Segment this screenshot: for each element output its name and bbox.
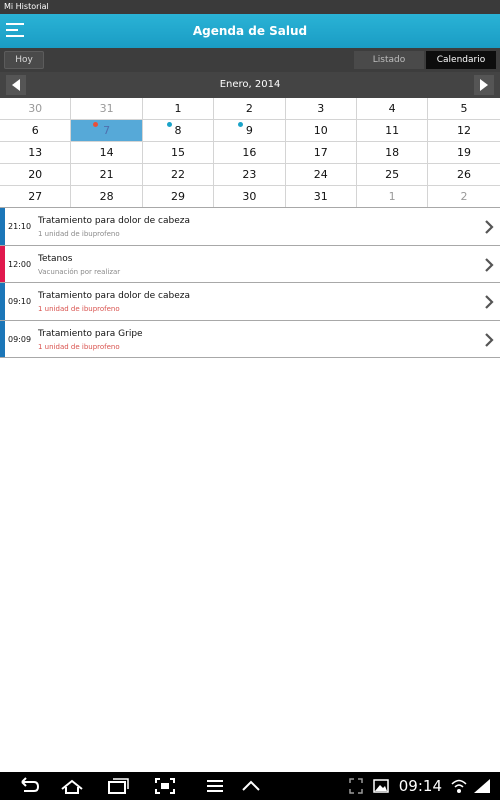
expand-icon[interactable] [348,777,364,795]
event-color-bar [0,321,5,358]
toolbar [0,48,500,72]
tab-calendario[interactable]: Calendario [426,51,496,69]
calendar-day[interactable]: 25 [357,164,428,185]
signal-icon [472,777,492,795]
app-name: Mi Historial [4,2,49,11]
event-title: Tratamiento para dolor de cabeza [38,291,190,301]
event-time: 09:10 [8,297,32,306]
calendar-day[interactable]: 21 [71,164,142,185]
calendar-day[interactable]: 23 [214,164,285,185]
calendar-day[interactable]: 28 [71,186,142,207]
month-label: Enero, 2014 [219,79,281,90]
triangle-right-icon [474,75,494,95]
calendar-day[interactable]: 31 [286,186,357,207]
next-month-button[interactable] [474,75,494,95]
calendar-day[interactable]: 15 [143,142,214,163]
calendar-day[interactable]: 2 [460,190,468,203]
home-icon[interactable] [60,777,84,795]
calendar-day[interactable]: 29 [143,186,214,207]
app-bar [0,14,500,48]
calendar-week-row [0,98,500,120]
event-title: Tratamiento para dolor de cabeza [38,216,190,226]
event-title: Tetanos [38,253,73,264]
calendar-day[interactable]: 1 [143,98,214,119]
event-subtitle: 1 unidad de ibuprofeno [38,305,120,313]
calendar-day[interactable]: 5 [460,102,468,115]
chevron-right-icon [484,333,494,347]
event-time: 21:10 [8,222,32,231]
event-dot-icon [238,122,243,127]
today-button[interactable]: Hoy [4,51,44,69]
calendar-day[interactable]: 2 [214,98,285,119]
calendar-week-row [0,164,500,186]
event-list-item[interactable] [0,208,500,246]
event-color-bar [0,208,5,245]
event-list [0,208,500,358]
chevron-right-icon [484,295,494,309]
event-dot-icon [93,122,98,127]
calendar-day[interactable]: 17 [286,142,357,163]
calendar-day[interactable]: 1 [357,186,428,207]
screenshot-icon[interactable] [154,777,176,795]
event-subtitle: 1 unidad de ibuprofeno [38,230,120,238]
calendar-day-selected[interactable]: 7 [71,120,142,141]
event-dot-icon [167,122,172,127]
calendar-week-row [0,186,500,208]
event-time: 09:09 [8,334,32,344]
system-navigation-bar [0,772,500,800]
chevron-right-icon [484,220,494,234]
event-title: Tratamiento para Gripe [38,328,143,339]
calendar-day[interactable]: 20 [0,164,71,185]
calendar-day[interactable]: 11 [357,120,428,141]
event-list-item[interactable] [0,321,500,359]
tab-listado[interactable]: Listado [354,51,424,69]
calendar-day[interactable]: 12 [457,124,472,137]
calendar-day[interactable]: 10 [286,120,357,141]
calendar-day[interactable]: 13 [0,142,71,163]
calendar-day[interactable]: 16 [214,142,285,163]
calendar-week-row [0,120,500,142]
back-icon[interactable] [14,777,40,795]
month-navigation [0,72,500,98]
calendar-day[interactable]: 18 [357,142,428,163]
calendar-day[interactable]: 27 [0,186,71,207]
chevron-up-icon[interactable] [240,777,262,795]
gallery-icon[interactable] [372,777,390,795]
event-subtitle: Vacunación por realizar [38,267,121,276]
event-color-bar [0,283,5,320]
event-list-item[interactable] [0,246,500,284]
calendar-week-row [0,142,500,164]
chevron-right-icon [484,258,494,272]
clock: 09:14 [398,777,442,795]
calendar-day[interactable]: 3 [286,98,357,119]
event-subtitle: 1 unidad de ibuprofeno [38,342,120,351]
wifi-icon [450,777,468,795]
event-time: 12:00 [8,259,32,269]
page-title: Agenda de Salud [192,24,308,38]
calendar-day[interactable]: 26 [457,168,472,181]
calendar-day[interactable]: 24 [286,164,357,185]
calendar-day[interactable]: 31 [71,98,142,119]
calendar-day[interactable]: 8 [143,120,214,141]
calendar-grid [0,98,500,208]
event-color-bar [0,246,5,283]
calendar-day[interactable]: 6 [0,120,71,141]
calendar-day[interactable]: 19 [457,146,472,159]
calendar-day[interactable]: 9 [214,120,285,141]
calendar-day[interactable]: 14 [71,142,142,163]
recent-apps-icon[interactable] [106,777,130,795]
calendar-day[interactable]: 4 [357,98,428,119]
calendar-day[interactable]: 30 [214,186,285,207]
calendar-day[interactable]: 30 [0,98,71,119]
event-list-item[interactable] [0,283,500,321]
calendar-day[interactable]: 22 [143,164,214,185]
menu-lines-icon[interactable] [204,777,226,795]
status-bar [0,0,500,14]
